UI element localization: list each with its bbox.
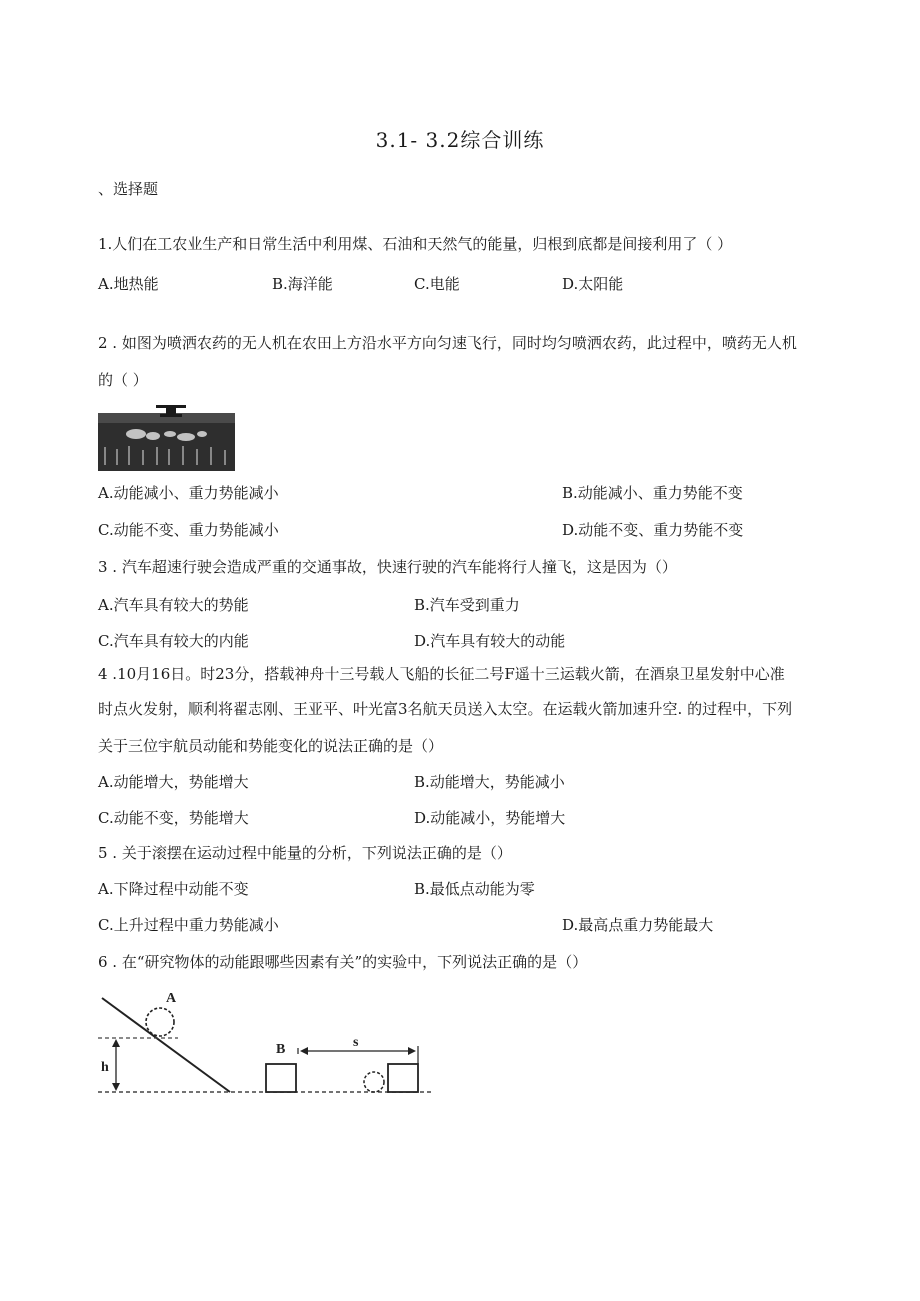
question-5-option-c: C.上升过程中重力势能减小 [98, 916, 279, 934]
incline-experiment-diagram [98, 986, 434, 1096]
block-b [266, 1064, 296, 1092]
ball-at-rest [364, 1072, 384, 1092]
question-4-option-b: B.动能增大，势能减小 [414, 773, 565, 791]
distance-arrow-head-left [300, 1047, 308, 1055]
question-2-option-c: C.动能不变、重力势能减小 [98, 521, 279, 539]
question-2-option-a: A.动能减小、重力势能减小 [98, 484, 279, 502]
height-arrow-head-down [112, 1083, 120, 1091]
question-3-option-c: C.汽车具有较大的内能 [98, 632, 249, 650]
question-3-option-b: B.汽车受到重力 [414, 596, 520, 614]
block-b-displaced [388, 1064, 418, 1092]
question-4-option-c: C.动能不变，势能增大 [98, 809, 249, 827]
question-1-stem: 1.人们在工农业生产和日常生活中利用煤、石油和天然气的能量，归根到底都是间接利用了（ ） [98, 235, 733, 253]
label-s: s [353, 1035, 359, 1050]
question-4-option-a: A.动能增大，势能增大 [98, 773, 249, 791]
label-b: B [276, 1042, 286, 1057]
distance-arrow-head-right [408, 1047, 416, 1055]
question-3-stem: 3 . 汽车超速行驶会造成严重的交通事故，快速行驶的汽车能将行人撞飞，这是因为（） [98, 558, 677, 576]
ball-a [146, 1008, 174, 1036]
question-6-stem: 6 . 在“研究物体的动能跟哪些因素有关”的实验中，下列说法正确的是（） [98, 953, 588, 971]
question-2-option-d: D.动能不变、重力势能不变 [562, 521, 744, 539]
section-heading: 、选择题 [98, 180, 159, 198]
question-5-option-b: B.最低点动能为零 [414, 880, 535, 898]
question-1-option-a: A.地热能 [98, 275, 159, 293]
question-3-option-a: A.汽车具有较大的势能 [98, 596, 249, 614]
question-4-stem-line-2: 时点火发射，顺利将翟志刚、王亚平、叶光富3名航天员送入太空。在运载火箭加速升空. 的过程中，下列 [98, 700, 793, 718]
incline-slope [102, 998, 230, 1092]
question-5-stem: 5 . 关于滚摆在运动过程中能量的分析，下列说法正确的是（） [98, 844, 512, 862]
label-a: A [166, 991, 177, 1006]
question-3-option-d: D.汽车具有较大的动能 [414, 632, 566, 650]
question-1-option-c: C.电能 [414, 275, 460, 293]
question-2-stem-line-2: 的（ ） [98, 371, 148, 389]
label-h: h [101, 1060, 109, 1075]
question-5-option-d: D.最高点重力势能最大 [562, 916, 714, 934]
question-2-option-b: B.动能减小、重力势能不变 [562, 484, 743, 502]
height-arrow-head-up [112, 1039, 120, 1047]
question-5-option-a: A.下降过程中动能不变 [98, 880, 249, 898]
question-1-option-b: B.海洋能 [272, 275, 333, 293]
question-4-option-d: D.动能减小，势能增大 [414, 809, 566, 827]
question-2-stem-line-1: 2 . 如图为喷洒农药的无人机在农田上方沿水平方向匀速飞行，同时均匀喷洒农药，此过程中，喷药无人机 [98, 334, 797, 352]
page-title: 3.1- 3.2综合训练 [375, 128, 545, 152]
question-4-stem-line-1: 4 .10月16日。时23分，搭载神舟十三号载人飞船的长征二号F遥十三运载火箭，在酒泉卫星发射中心准 [98, 665, 785, 683]
drone-field-photo [98, 401, 235, 471]
question-1-option-d: D.太阳能 [562, 275, 624, 293]
question-4-stem-line-3: 关于三位宇航员动能和势能变化的说法正确的是（） [98, 737, 444, 755]
